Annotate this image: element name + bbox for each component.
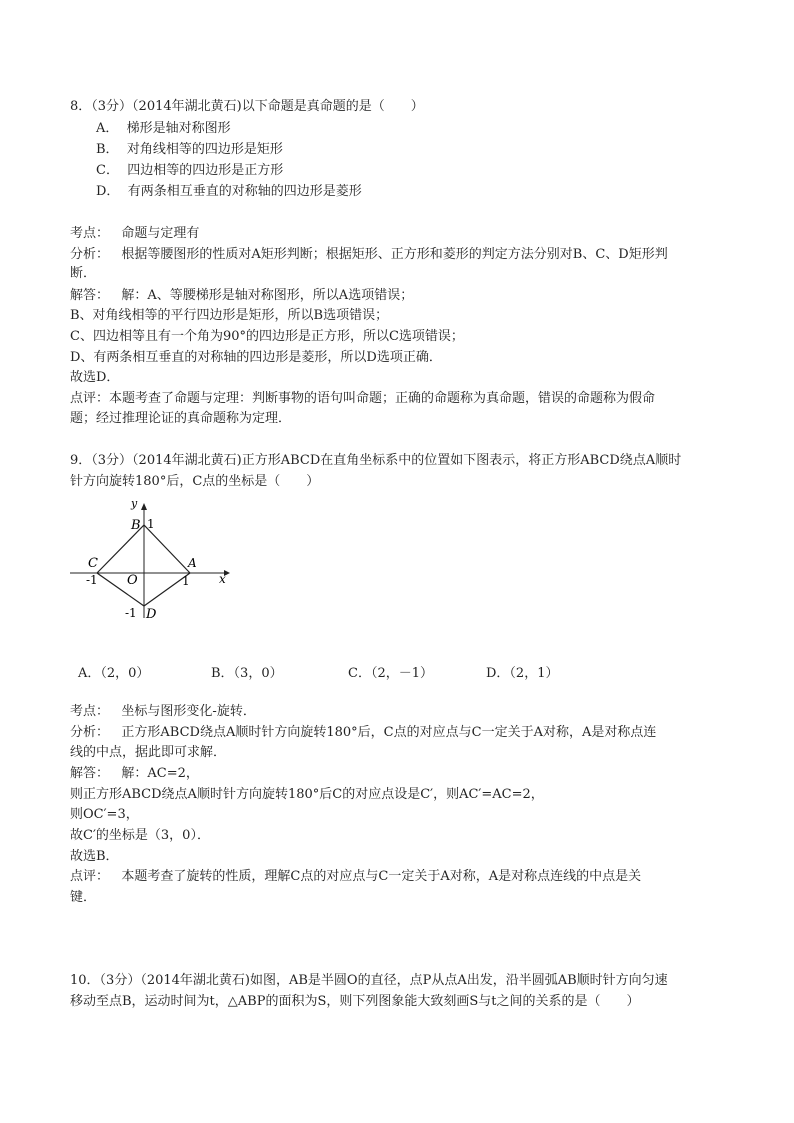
q9-answer: 故选B．	[70, 849, 119, 864]
q8-option-a	[96, 121, 231, 137]
fenxi-text: 根据等腰图形的性质对A矩形判断；根据矩形、正方形和菱形的判定方法分别对B、C、D矩形判	[121, 247, 668, 262]
option-text: 梯形是轴对称图形	[126, 121, 231, 136]
jieda-label: 解答：	[70, 766, 110, 781]
q9-jieda-line: 则OC′=3，	[70, 807, 139, 822]
q8-stem: 8．（3分）（2014年湖北黄石)以下命题是真命题的是（ ）	[70, 99, 424, 114]
option-letter: B．	[96, 142, 119, 157]
tick-neg-x: -1	[86, 573, 98, 587]
origin-label: O	[127, 573, 138, 588]
kaodian-label: 考点：	[70, 704, 110, 719]
q10-stem: 10．（3分）（2014年湖北黄石)如图，AB是半圆O的直径，点P从点A出发，沿半圆弧AB顺时针方向匀速	[70, 973, 668, 988]
q9-fenxi-cont: 线的中点，据此即可求解．	[70, 745, 227, 760]
q9-jieda-line: 故C′的坐标是（3，0）．	[70, 828, 210, 843]
option-text: 有两条相互垂直的对称轴的四边形是菱形	[127, 184, 362, 199]
dianping-label: 点评：	[70, 391, 110, 406]
option-text: 对角线相等的四边形是矩形	[126, 142, 283, 157]
q9-choice-a: A．（2，0）	[78, 666, 150, 681]
fenxi-label: 分析：	[70, 247, 110, 262]
axis-y-label: y	[131, 497, 138, 510]
q8-answer: 故选D．	[70, 370, 120, 385]
q8-option-c	[96, 163, 283, 179]
point-b-label: B	[131, 518, 141, 533]
jieda-text: 解：A、等腰梯形是轴对称图形，所以A选项错误；	[121, 288, 414, 303]
q9-choice-d: D．（2，1）	[486, 666, 559, 681]
q8-option-d	[96, 184, 362, 200]
q8-option-b	[96, 142, 283, 158]
q9-dianping	[70, 869, 641, 885]
jieda-label: 解答：	[70, 288, 110, 303]
q8-jieda-line: C、四边相等且有一个角为90°的四边形是正方形，所以C选项错误；	[70, 329, 464, 344]
kaodian-text: 坐标与图形变化-旋转．	[121, 704, 256, 719]
q9-kaodian	[70, 704, 256, 720]
q9-fenxi	[70, 725, 656, 741]
q9-jieda	[70, 766, 199, 782]
option-text: 四边相等的四边形是正方形	[127, 163, 284, 178]
point-d-label: D	[146, 607, 157, 622]
jieda-text: 解：AC=2，	[121, 766, 199, 781]
q9-dianping-cont: 键．	[70, 890, 97, 905]
q9-choice-c: C．（2，－1）	[348, 666, 433, 681]
q8-dianping-cont: 题；经过推理论证的真命题称为定理．	[70, 411, 292, 426]
tick-pos-x: 1	[182, 574, 190, 588]
dianping-label: 点评：	[70, 869, 110, 884]
option-letter: A．	[96, 121, 119, 136]
point-c-label: C	[88, 556, 98, 571]
q8-kaodian	[70, 226, 199, 242]
q9-jieda-line: 则正方形ABCD绕点A顺时针方向旋转180°后C的对应点设是C′，则AC′=AC=2，	[70, 787, 544, 802]
fenxi-label: 分析：	[70, 725, 110, 740]
kaodian-label: 考点：	[70, 226, 110, 241]
q8-jieda	[70, 288, 413, 304]
tick-pos-y: 1	[147, 517, 155, 531]
point-a-label: A	[188, 556, 197, 570]
q9-coordinate-figure	[66, 494, 236, 624]
tick-neg-y: -1	[125, 606, 137, 620]
q8-jieda-line: D、有两条相互垂直的对称轴的四边形是菱形，所以D选项正确．	[70, 350, 442, 365]
axis-x-label: x	[219, 572, 226, 586]
q9-stem: 9．（3分）（2014年湖北黄石)正方形ABCD在直角坐标系中的位置如下图表示，将正方形ABCD绕点A顺时	[70, 453, 682, 468]
option-letter: D．	[96, 184, 120, 199]
dianping-text: 本题考查了命题与定理：判断事物的语句叫命题；正确的命题称为真命题，错误的命题称为假命	[109, 391, 656, 406]
dianping-text: 本题考查了旋转的性质，理解C点的对应点与C一定关于A对称，A是对称点连线的中点是关	[121, 869, 642, 884]
q8-fenxi-cont: 断．	[70, 266, 97, 281]
kaodian-text: 命题与定理有	[121, 226, 200, 241]
q8-fenxi	[70, 247, 668, 263]
y-axis-arrow-icon	[141, 503, 147, 510]
q9-choice-b: B．（3，0）	[211, 666, 283, 681]
q9-stem-cont: 针方向旋转180°后，C点的坐标是（ ）	[70, 474, 320, 489]
fenxi-text: 正方形ABCD绕点A顺时针方向旋转180°后，C点的对应点与C一定关于A对称，A是对称点连	[121, 725, 657, 740]
q8-dianping	[70, 391, 655, 407]
q10-stem-cont: 移动至点B，运动时间为t，△ABP的面积为S，则下列图象能大致刻画S与t之间的关系的是（ ）	[70, 994, 640, 1009]
option-letter: C．	[96, 163, 119, 178]
q8-jieda-line: B、对角线相等的平行四边形是矩形，所以B选项错误；	[70, 308, 389, 323]
